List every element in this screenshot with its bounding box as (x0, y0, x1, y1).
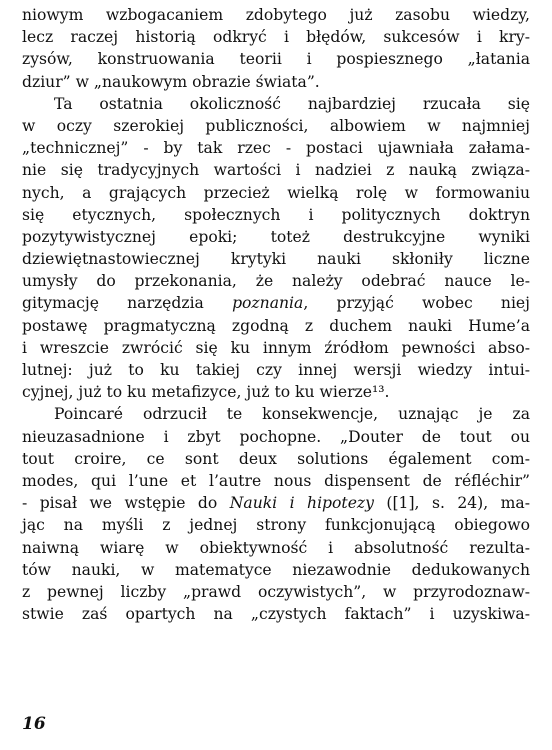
text-line: jąc na myśli z jednej strony funkcjonującą obiegowo (22, 516, 530, 535)
text-line: niowym wzbogacaniem zdobytego już zasobu wiedzy, (22, 6, 530, 24)
text-line: się etycznych, społecznych i politycznych doktryn (22, 205, 530, 224)
text-line: nych, a grających przecież wielką rolę w formowaniu (22, 183, 530, 202)
text-line: zysów, konstruowania teorii i pospiesznego „łatania (22, 50, 530, 69)
text-line: stwie zaś opartych na „czystych faktach” i uzyskiwa- (22, 605, 530, 624)
text-line: Poincaré odrzucił te konsekwencje, uznając je za (54, 405, 530, 424)
emphasized-text: Nauki i hipotezy (229, 494, 374, 513)
text-line: umysły do przekonania, że należy odebrać nauce le- (22, 272, 530, 291)
text-line: tout croire, ce sont deux solutions également com- (22, 449, 530, 468)
text-line: dziewiętnastowiecznej krytyki nauki skłoniły liczne (22, 250, 530, 269)
text-line: gitymację narzędzia poznania, przyjąć wobec niej (22, 294, 530, 313)
text-line: cyjnej, już to ku metafizyce, już to ku wierze¹³. (22, 383, 390, 402)
emphasized-text: poznania (232, 294, 304, 313)
text-line: tów nauki, w matematyce niezawodnie dedukowanych (22, 560, 530, 579)
text-line: Ta ostatnia okoliczność najbardziej rzucała się (54, 94, 530, 113)
text-line: postawę pragmatyczną zgodną z duchem nauki Hume’a (22, 316, 530, 335)
text-line: z pewnej liczby „prawd oczywistych”, w przyrodoznaw- (22, 582, 530, 601)
text-line: lecz raczej historią odkryć i błędów, sukcesów i kry- (22, 28, 530, 47)
text-line: i wreszcie zwrócić się ku innym źródłom pewności abso- (22, 338, 530, 357)
text-line: pozytywistycznej epoki; toteż destrukcyjne wyniki (22, 227, 530, 246)
page-number: 16 (22, 714, 46, 734)
text-line: w oczy szerokiej publiczności, albowiem w najmniej (22, 116, 530, 135)
text-column (22, 4, 530, 625)
text-line: modes, qui l’une et l’autre nous dispensent de réfléchir” (22, 471, 530, 490)
text-line: - pisał we wstępie do Nauki i hipotezy ([1], s. 24), ma- (22, 494, 531, 513)
text-line: lutnej: już to ku takiej czy innej wersji wiedzy intui- (22, 361, 530, 379)
text-line: dziur” w „naukowym obrazie świata”. (22, 72, 320, 91)
text-line: nie się tradycyjnych wartości i nadziei z nauką związa- (22, 161, 530, 180)
text-line: „technicznej” - by tak rzec - postaci ujawniała załama- (22, 139, 530, 158)
text-line: naiwną wiarę w obiektywność i absolutność rezulta- (22, 538, 530, 557)
text-line: nieuzasadnione i zbyt pochopne. „Douter de tout ou (22, 427, 530, 446)
